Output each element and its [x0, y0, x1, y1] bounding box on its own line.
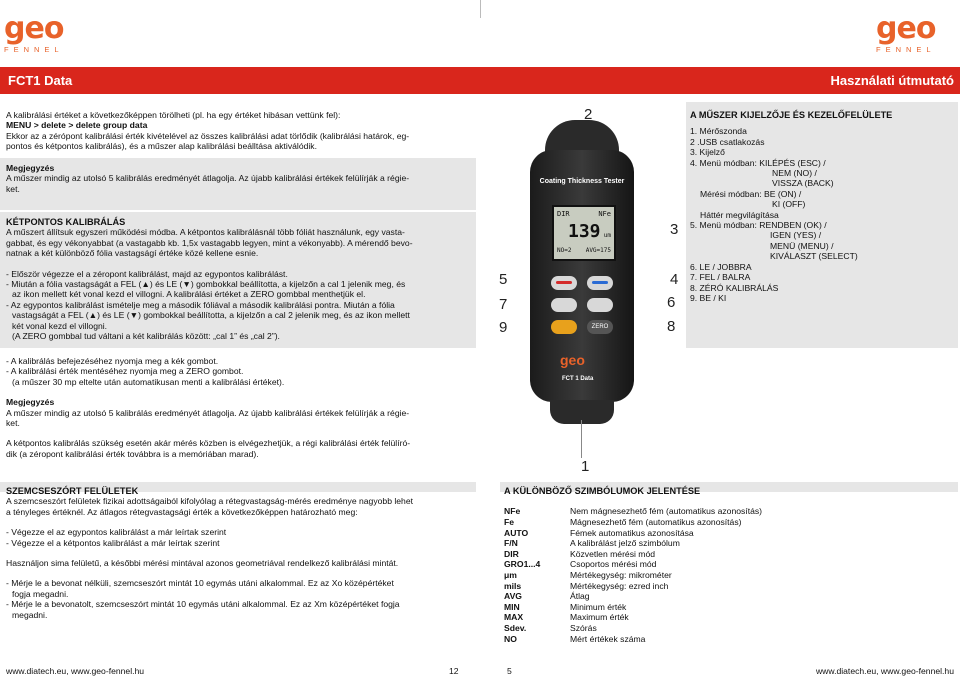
text-line: dik (a zéropont kalibrálási érték továbbra is a memóriában marad).	[6, 448, 259, 459]
table-row	[504, 623, 762, 634]
screen-nfe: NFe	[598, 210, 611, 218]
logo-sub: FENNEL	[4, 45, 64, 54]
list-item: KI (OFF)	[772, 199, 806, 210]
symbol-meaning: Csoportos mérési mód	[570, 559, 657, 570]
text-line: gabbat, és egy vékonyabbat (a vastagabb kb. 1,5x vastagabb legyen, mint a vékonyabb). A mérendő bevo-	[6, 237, 413, 248]
text-line: - Mérje le a bevonatolt, szemcseszórt mintát 10 egymás utáni alkalommal. Ez az Xm középértéket fogja	[6, 599, 400, 610]
page-number-left: 12	[449, 666, 459, 676]
callout-number: 6	[667, 294, 676, 311]
screen-unit: um	[603, 232, 611, 239]
table-row	[504, 517, 762, 528]
list-item: 3. Kijelző	[690, 147, 725, 158]
text-line: A kétpontos kalibrálás szükség esetén akár mérés közben is elvégezhetjük, a régi kalibrálási érték felülíró-	[6, 438, 411, 449]
table-row	[504, 570, 762, 581]
text-line: a tényleges értéknél. Az átlagos rétegvastagsági érték a következőképpen határozható meg:	[6, 506, 358, 517]
logo-word: geo	[876, 11, 936, 46]
symbol-meaning: Mért értékek száma	[570, 633, 646, 644]
display-controls-list	[690, 110, 956, 303]
note-1	[6, 163, 472, 194]
two-point-section	[6, 217, 472, 341]
section-title: SZEMCSESZÓRT FELÜLETEK	[6, 486, 139, 496]
section-title: A MŰSZER KIJELZŐJE ÉS KEZELŐFELÜLETE	[690, 110, 893, 120]
step-line: vastagságát a FEL (▲) és LE (▼) gombokkal beállította, a kijelzőn a cal 2 jelenik meg, és az ikon mellett	[12, 310, 410, 321]
list-item: KIVÁLASZT (SELECT)	[770, 251, 858, 262]
symbol-meaning: A kalibrálást jelző szimbólum	[570, 538, 680, 549]
page-divider	[480, 0, 481, 18]
table-row	[504, 538, 762, 549]
symbol-meaning: Mágnesezhető fém (automatikus azonosítás)	[570, 517, 742, 527]
text-line: pontos és kétpontos kalibrálás), és a műszer alap kalibrálási beálltása aktiválódik.	[6, 141, 317, 152]
header-bar	[0, 67, 960, 94]
probe-callout-line	[581, 420, 582, 458]
callout-number: 4	[670, 271, 679, 288]
table-row	[504, 559, 762, 570]
screen-avg: AVG=175	[585, 247, 611, 254]
header-subtitle: Használati útmutató	[830, 73, 954, 88]
symbol-code: mils	[504, 580, 522, 591]
symbol-code: F/N	[504, 538, 518, 549]
symbol-meaning: Közvetlen mérési mód	[570, 548, 656, 559]
symbol-code: Fe	[504, 517, 515, 527]
screen-value: 139	[568, 221, 601, 242]
callout-number: 5	[499, 271, 508, 288]
table-row	[504, 581, 762, 592]
device-button-down	[587, 298, 613, 312]
text-line: fogja megadni.	[12, 588, 69, 599]
table-row	[504, 612, 762, 623]
table-row	[504, 506, 762, 517]
list-item: IGEN (YES) /	[770, 230, 822, 241]
step-line: - Miután a fólia vastagságát a FEL (▲) és LE (▼) gombokkal beállította, a kijelzőn a cal 1 jelenik meg, és	[6, 279, 406, 290]
list-item: VISSZA (BACK)	[772, 178, 834, 189]
symbol-meaning: Maximum érték	[570, 612, 629, 623]
device-screen	[552, 205, 616, 261]
symbol-code: MIN	[504, 601, 520, 612]
brand-logo-right	[876, 11, 960, 56]
list-item: 4. Menü módban: KILÉPÉS (ESC) /	[690, 157, 826, 168]
section-title: KÉTPONTOS KALIBRÁLÁS	[6, 217, 126, 227]
table-row	[504, 634, 762, 645]
symbol-meaning: Nem mágnesezhető fém (automatikus azonosítás)	[570, 506, 763, 517]
list-item: 9. BE / KI	[690, 292, 727, 303]
text-line: A műszer mindig az utolsó 5 kalibrálás eredményét átlagolja. Az újabb kalibrálási értékek felülírják a régie-	[6, 173, 410, 184]
brand-logo-left	[4, 11, 94, 56]
callout-number: 3	[670, 221, 679, 238]
step-line: (A ZERO gombbal tud váltani a két kalibrálás között: „cal 1” és „cal 2”).	[12, 331, 280, 342]
step-line: két vonal kezd el villogni.	[12, 320, 108, 331]
text-line: A kalibrálási értéket a következőképpen törölheti (pl. ha egy értéket hibásan vettünk fel):	[6, 110, 341, 120]
page-number-right: 5	[507, 666, 512, 676]
device-power-button	[551, 320, 577, 334]
callout-number: 9	[499, 319, 508, 336]
callout-number: 8	[667, 318, 676, 335]
text-line: - Végezze el az egypontos kalibrálást a már leírtak szerint	[6, 527, 227, 538]
header-title: FCT1 Data	[8, 73, 73, 88]
device-zero-button: ZERO	[587, 320, 613, 334]
list-item: 7. FEL / BALRA	[690, 272, 751, 283]
list-item: 5. Menü módban: RENDBEN (OK) /	[690, 220, 827, 231]
step-line: - Az egypontos kalibrálást ismételje meg a második fóliával a második kalibrálási pontra. Miután a fólia	[6, 299, 395, 310]
step-line: - Először végezze el a zéropont kalibrálást, majd az egypontos kalibrálást.	[6, 268, 288, 279]
symbol-code: Sdev.	[504, 622, 527, 633]
callout-number: 7	[499, 296, 508, 313]
list-item: 6. LE / JOBBRA	[690, 261, 752, 272]
symbol-meaning: Minimum érték	[570, 601, 627, 612]
text-line: Ekkor az a zérópont kalibrálási érték kivételével az összes kalibrálási adat törlődik (kalibrálási határok, eg-	[6, 130, 410, 141]
callout-number: 2	[584, 106, 593, 123]
logo-sub: FENNEL	[876, 45, 936, 54]
step-line: - A kalibrálás befejezéséhez nyomja meg a kék gombot.	[6, 356, 219, 366]
text-line: megadni.	[12, 609, 48, 620]
footer-url-left[interactable]: www.diatech.eu, www.geo-fennel.hu	[6, 666, 145, 676]
symbol-meaning: Átlag	[570, 591, 590, 602]
text-line: natnak a két különböző fólia vastagságí értéke közé kellene esnie.	[6, 248, 259, 259]
table-row	[504, 602, 762, 613]
symbol-code: μm	[504, 569, 517, 580]
list-item: NEM (NO) /	[772, 168, 817, 179]
list-item: MENÜ (MENU) /	[770, 240, 834, 251]
text-line: - Mérje le a bevonat nélküli, szemcseszórt mintát 10 egymás utáni alkalommal. Ez az Xo középértéket	[6, 578, 394, 589]
text-line: A műszer mindig az utolsó 5 kalibrálás eredményét átlagolja. Az újabb kalibrálási értékek felülírják a régie-	[6, 407, 410, 418]
finish-section	[6, 356, 472, 459]
menu-path: MENU > delete > delete group data	[6, 120, 148, 131]
text-line: - Végezze el a kétpontos kalibrálást a már leírtak szerint	[6, 537, 220, 548]
symbol-code: AVG	[504, 591, 522, 602]
symbol-code: AUTO	[504, 527, 529, 538]
text-line: A műszert állítsuk egyszeri működési módba. A kétpontos kalibrálásnál több fóliát használunk, egy vasta-	[6, 227, 405, 238]
text-line: ket.	[6, 183, 20, 194]
symbol-code: MAX	[504, 612, 524, 623]
symbols-section	[504, 486, 954, 644]
screen-dir: DIR	[557, 210, 570, 218]
symbols-table	[504, 506, 762, 644]
table-row	[504, 528, 762, 539]
symbol-code: GRO1...4	[504, 559, 541, 570]
symbol-meaning: Fémek automatikus azonosítása	[570, 527, 694, 538]
symbol-code: DIR	[504, 548, 519, 559]
left-column	[6, 110, 472, 152]
list-item: 2 .USB csatlakozás	[690, 136, 765, 147]
note-title: Megjegyzés	[6, 163, 55, 173]
table-row	[504, 549, 762, 560]
symbol-code: NFe	[504, 506, 521, 517]
device-brand: geo	[560, 352, 585, 368]
note-title: Megjegyzés	[6, 397, 55, 408]
text-line: ket.	[6, 418, 20, 429]
symbol-meaning: Mértékegység: mikrométer	[570, 569, 672, 580]
step-line: az ikon mellett két vonal kezd el villogni. A kalibrálási értéket a ZERO gombbal menthetjük el.	[12, 289, 366, 300]
text-line: Használjon sima felületű, a későbbi mérési mintával azonos geometriával rendelkező kalibrálási mintát.	[6, 558, 399, 569]
device-button-right	[587, 276, 613, 290]
device-button-left	[551, 276, 577, 290]
screen-no: NO=2	[557, 247, 572, 254]
step-line: (a műszer 30 mp eltelte után automatikusan menti a kalibrálási értéket).	[12, 376, 285, 387]
device-model: FCT 1 Data	[562, 376, 594, 382]
symbol-code: NO	[504, 633, 517, 644]
blasted-surfaces-section	[6, 486, 472, 620]
list-item: Mérési módban: BE (ON) /	[700, 188, 802, 199]
footer-url-right[interactable]: www.diatech.eu, www.geo-fennel.hu	[815, 666, 954, 676]
table-row	[504, 591, 762, 602]
step-line: - A kalibrálási érték mentéséhez nyomja meg a ZERO gombot.	[6, 366, 244, 377]
list-item: 1. Mérőszonda	[690, 126, 747, 137]
text-line: A szemcseszórt felületek fizikai adottságaiból kifolyólag a rétegvastagság-mérés eredménye nagyobb lehet	[6, 496, 413, 507]
symbol-meaning: Mértékegység: ezred inch	[570, 580, 669, 591]
section-title: A KÜLÖNBÖZŐ SZIMBÓLUMOK JELENTÉSE	[504, 486, 701, 496]
symbol-meaning: Szórás	[570, 622, 597, 633]
device-button-up	[551, 298, 577, 312]
logo-word: geo	[4, 11, 64, 46]
list-item: 8. ZÉRÓ KALIBRÁLÁS	[690, 282, 779, 293]
device-bottom	[550, 400, 614, 424]
device-label: Coating Thickness Tester	[539, 178, 625, 185]
list-item: Háttér megvilágítása	[700, 209, 779, 220]
callout-number: 1	[581, 458, 590, 475]
